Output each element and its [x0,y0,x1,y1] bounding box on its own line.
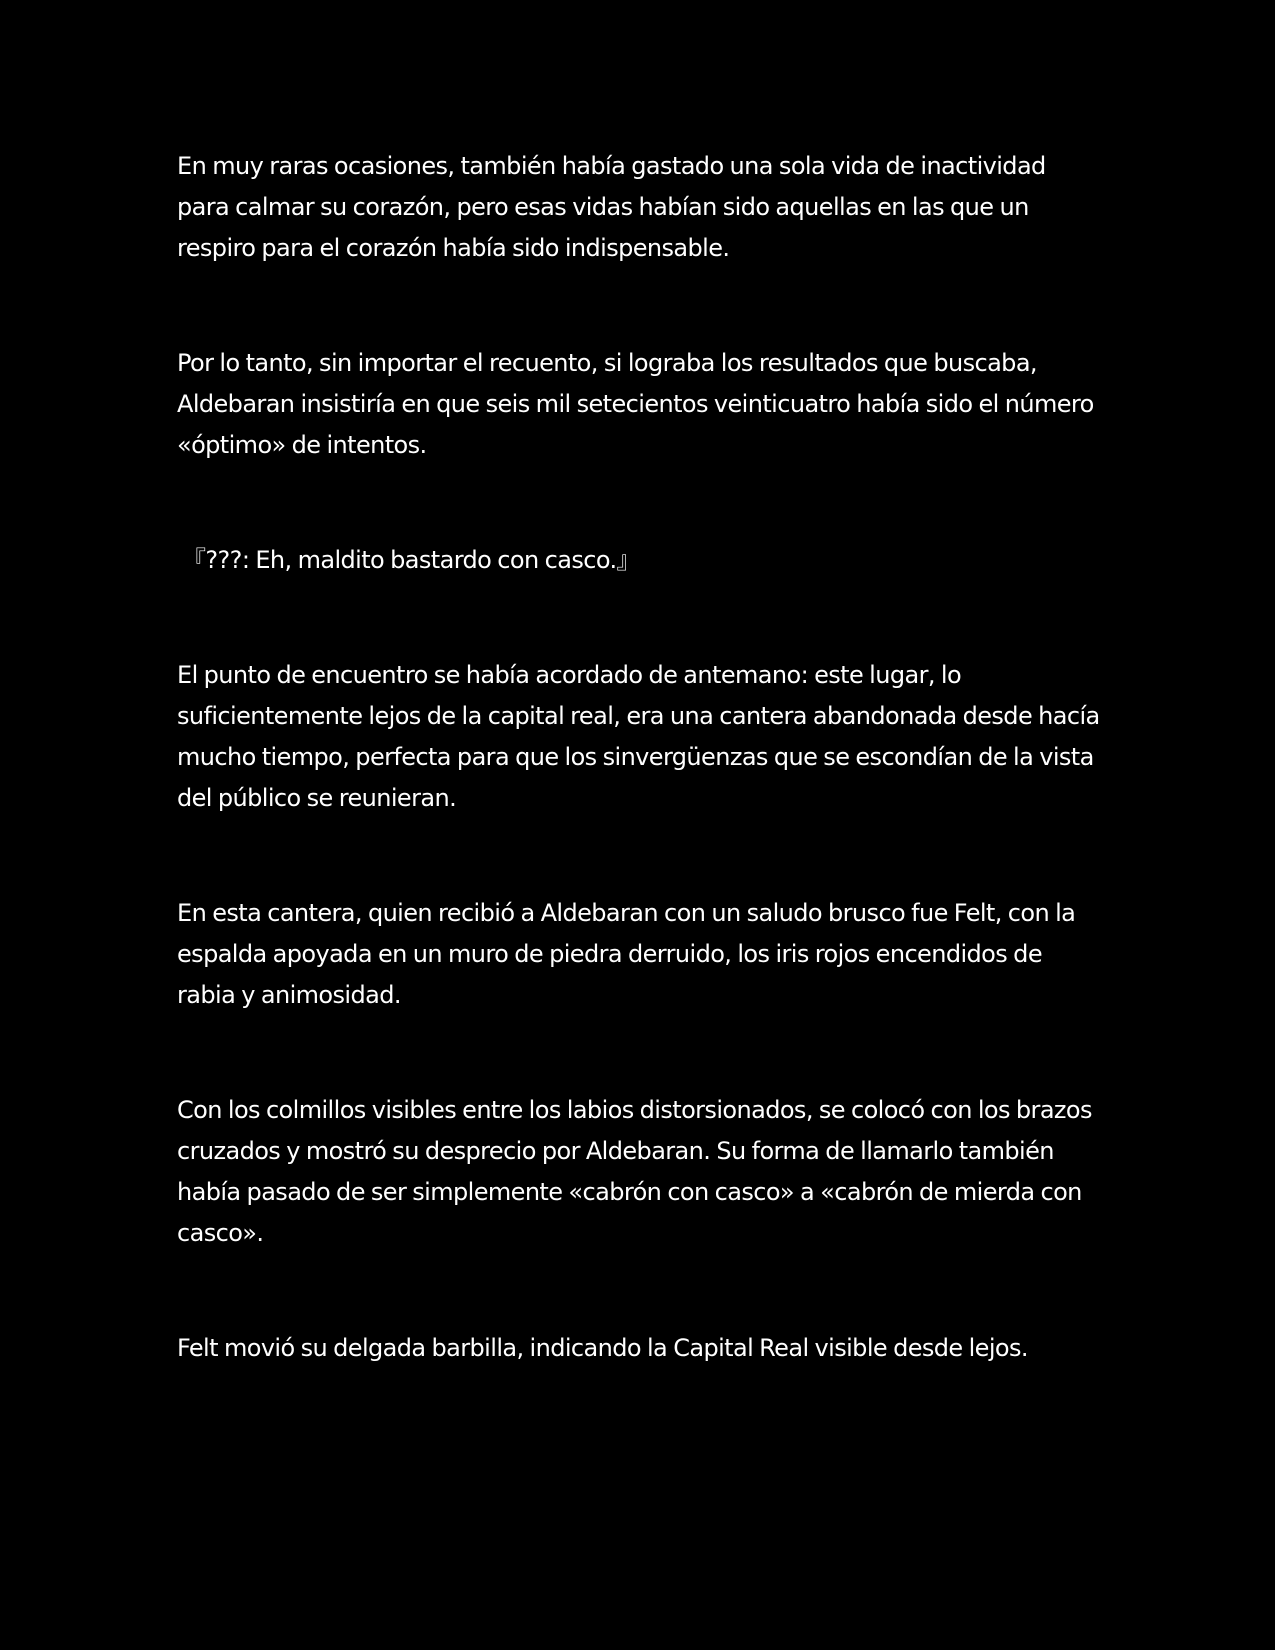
paragraph-1: En muy raras ocasiones, también había gastado una sola vida de inactividad para calmar su corazón, pero esas vidas habían sido aquellas en las que un respiro para el corazón había sido indispensable. [177,152,1046,262]
paragraph-4: El punto de encuentro se había acordado de antemano: este lugar, lo suficientemente lejos de la capital real, era una cantera abandonada desde hacía mucho tiempo, perfecta para que los sinvergüenzas que se escondían de la vista del público se reunieran. [177,661,1100,812]
paragraph-5: En esta cantera, quien recibió a Aldebaran con un saludo brusco fue Felt, con la espalda apoyada en un muro de piedra derruido, los iris rojos encendidos de rabia y animosidad. [177,899,1076,1009]
document-text [177,146,1102,1443]
dialogue-line: 『???: Eh, maldito bastardo con casco.』 [182,546,640,574]
paragraph-7: Felt movió su delgada barbilla, indicando la Capital Real visible desde lejos. [177,1334,1028,1362]
paragraph-2: Por lo tanto, sin importar el recuento, si lograba los resultados que buscaba, Aldebaran insistiría en que seis mil setecientos veinticuatro había sido el número «óptimo» de intentos. [177,349,1094,459]
paragraph-6: Con los colmillos visibles entre los labios distorsionados, se colocó con los brazos cruzados y mostró su desprecio por Aldebaran. Su forma de llamarlo también había pasado de ser simplemente «cabrón con casco» a «cabrón de mierda con casco». [177,1096,1092,1247]
